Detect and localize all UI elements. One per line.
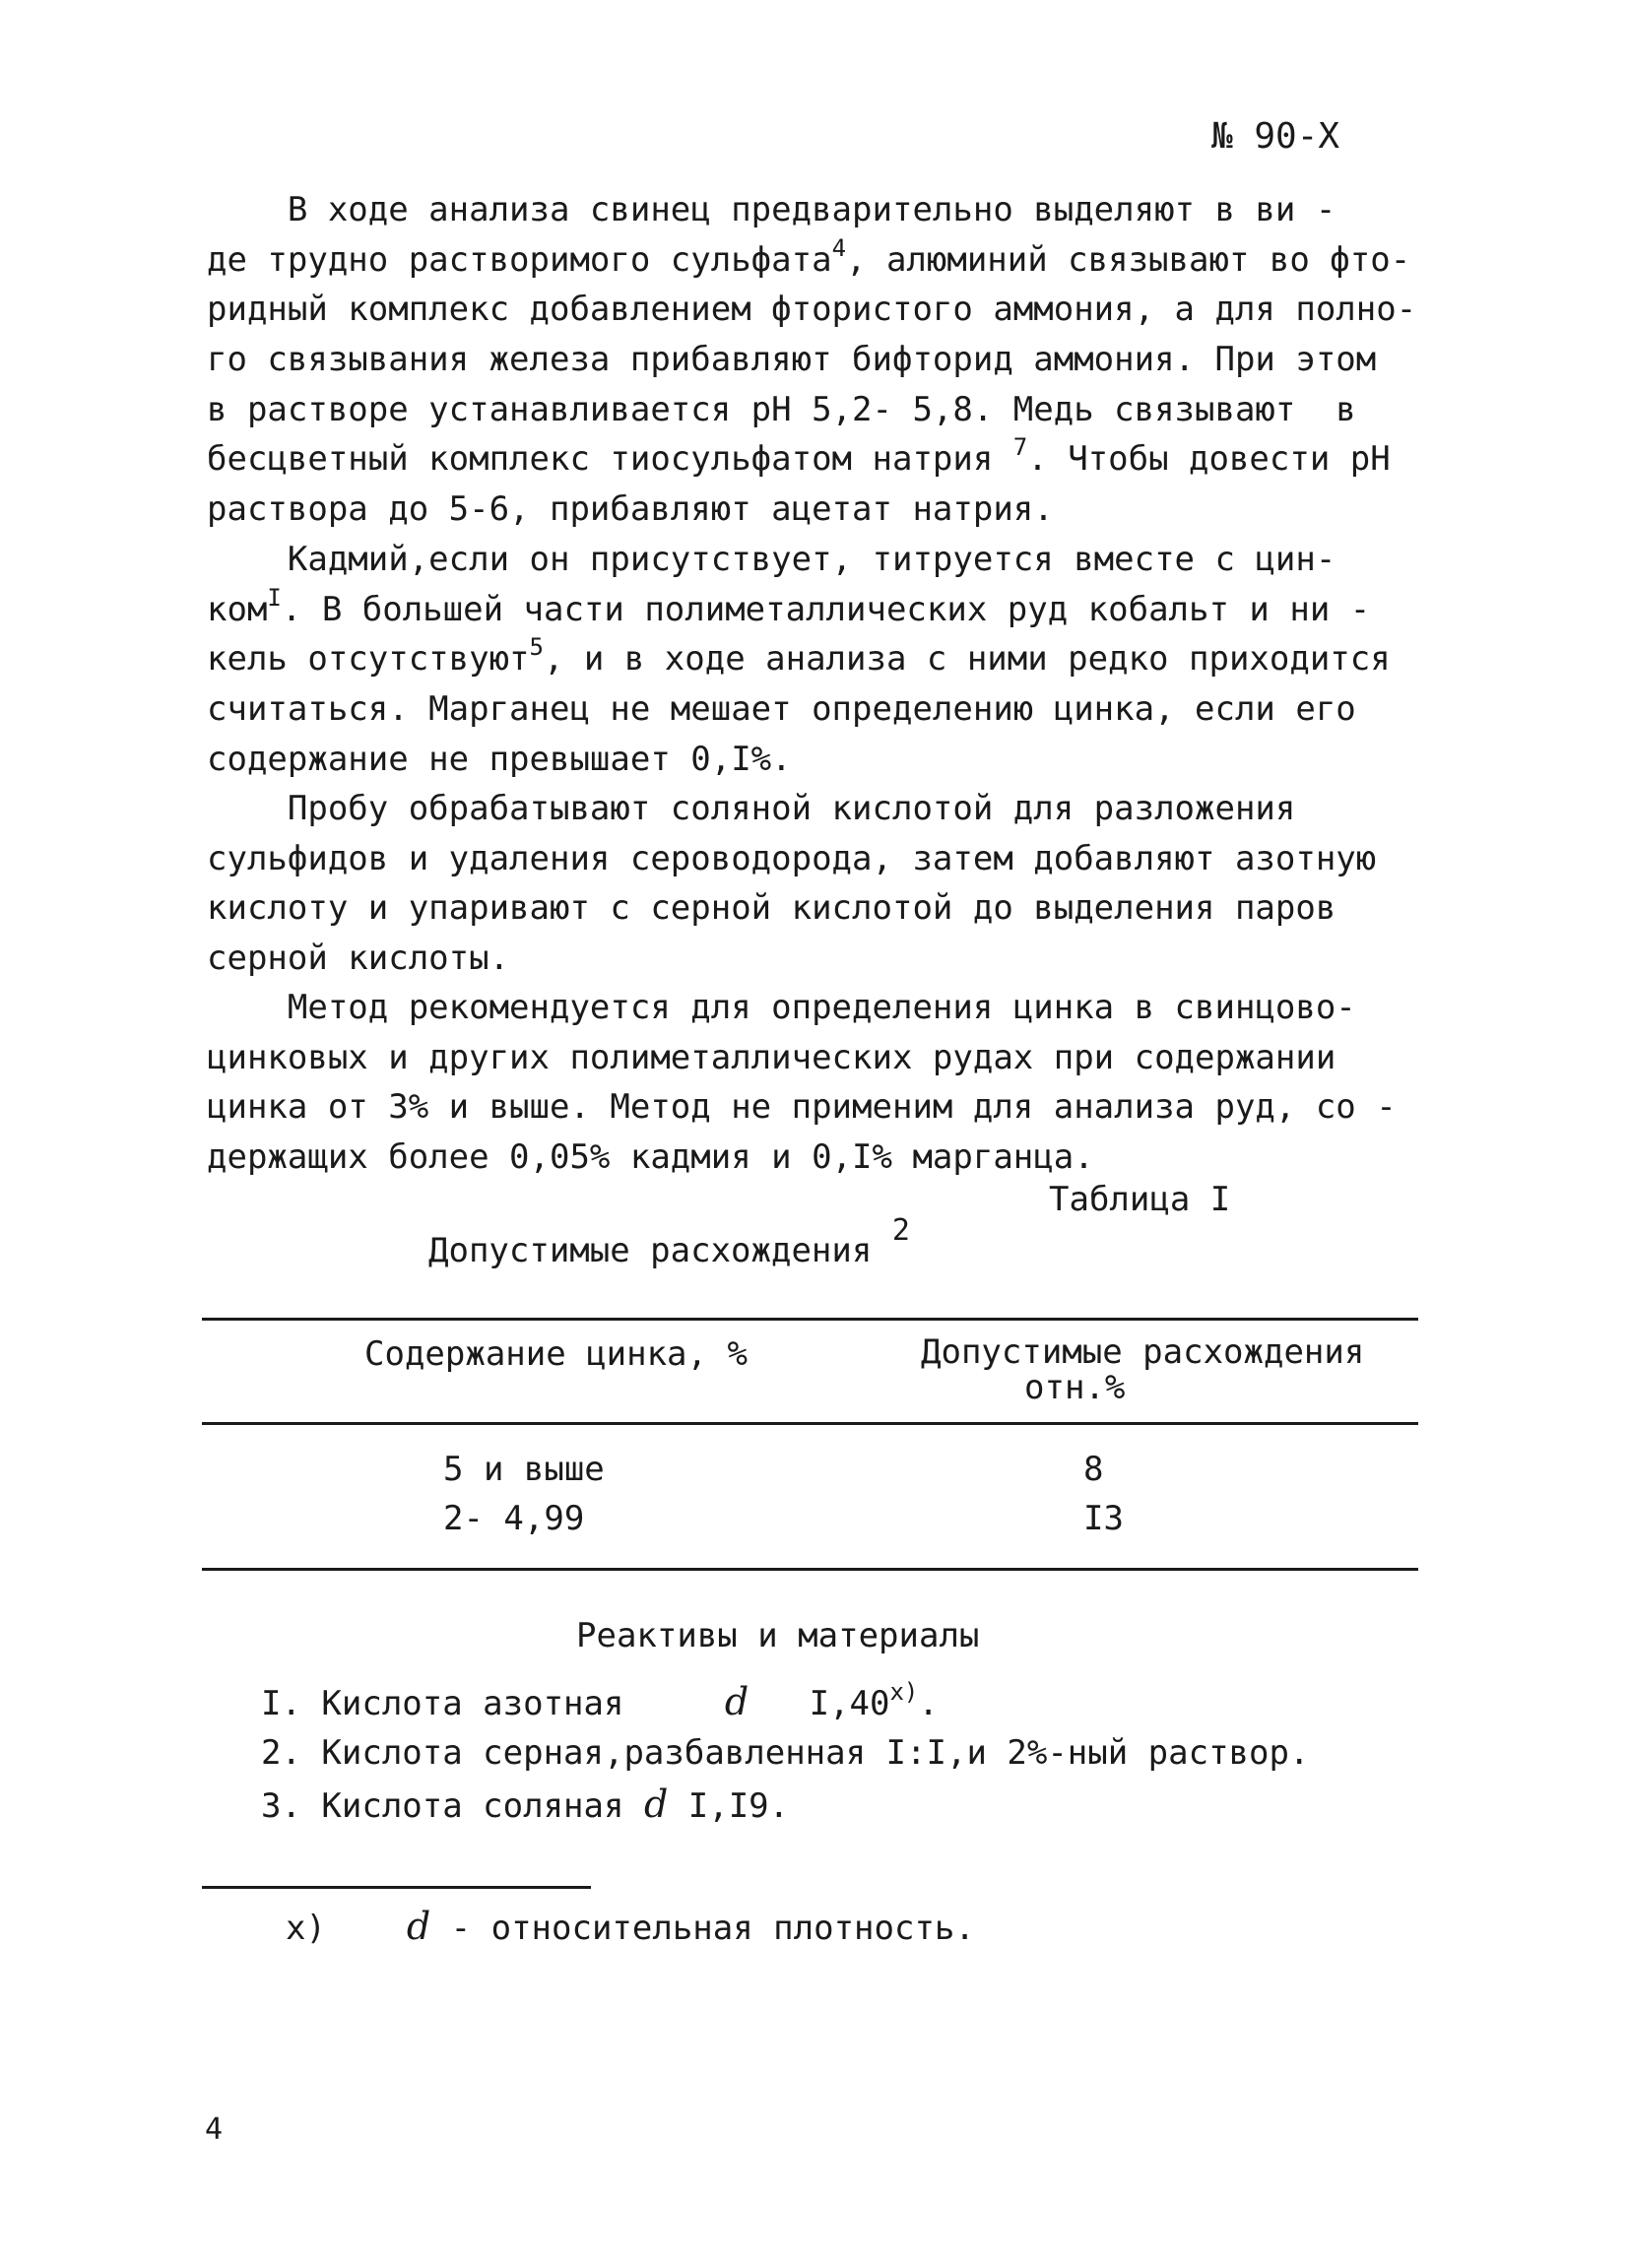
text-line: бесцветный комплекс тиосульфатом натрия $^7$. Чтобы довести рН [207, 433, 1391, 480]
text-line: го связывания железа прибавляют бифторид аммония. При этом [207, 340, 1377, 380]
document-number: № 90-X [1211, 116, 1340, 157]
text-line: цинка от 3% и выше. Метод не применим для анализа руд, со - [207, 1087, 1397, 1128]
paragraph-3 [207, 784, 1418, 984]
reagents-list [261, 1676, 1394, 1830]
text-line: Пробу обрабатывают соляной кислотой для разложения [207, 789, 1296, 828]
table-cell-content: 2- 4,99 [443, 1499, 585, 1538]
table-title: Допустимые расхождения $^2$ [428, 1213, 910, 1270]
text-line: в растворе устанавливается рН 5,2- 5,8. Медь связывают в [207, 389, 1356, 429]
text-line: кислоту и упаривают с серной кислотой до выделения паров [207, 888, 1336, 929]
list-item: I. Кислота азотная d I,40$^{x)}$. [261, 1678, 939, 1723]
reference-superscript: 4 [831, 233, 847, 262]
paragraph-1 [207, 185, 1418, 535]
text-line: кель отсутствуют$^5$, и в ходе анализа с ними редко приходится [207, 633, 1391, 680]
text-line: сульфидов и удаления сероводорода, затем добавляют азотную [207, 838, 1377, 878]
table-cell-tolerance: I3 [1083, 1499, 1124, 1538]
text-line: ридный комплекс добавлением фтористого аммония, а для полно- [207, 290, 1417, 330]
reference-superscript: 2 [891, 1213, 910, 1248]
paragraph-2 [207, 535, 1418, 784]
reference-superscript: 5 [529, 633, 544, 662]
table-cell-tolerance: 8 [1083, 1450, 1104, 1489]
text-line: ком$^I$. В большей части полиметаллических руд кобальт и ни - [207, 583, 1371, 629]
text-line: де трудно растворимого сульфата$^4$, алюминий связывают во фто- [207, 233, 1411, 280]
table-top-rule [202, 1318, 1418, 1321]
text-line: содержание не превышает 0,I%. [207, 739, 792, 779]
text-line: считаться. Марганец не мешает определению цинка, если его [207, 689, 1356, 730]
footnote: x) d - относительная плотность. [286, 1905, 975, 1948]
reference-superscript: I [267, 583, 282, 612]
table-bottom-rule [202, 1568, 1418, 1571]
list-item: 3. Кислота соляная d I,I9. [261, 1782, 790, 1826]
table-header-content: Содержание цинка, % [364, 1334, 748, 1374]
table-cell-content: 5 и выше [443, 1450, 605, 1489]
list-item: 2. Кислота серная,разбавленная I:I,и 2%-ный раствор. [261, 1733, 1310, 1773]
table-caption: Таблица I [1049, 1180, 1231, 1219]
text-line: Кадмий,если он присутствует, титруется вместе с цин- [207, 540, 1336, 579]
text-line: Метод рекомендуется для определения цинка в свинцово- [207, 988, 1356, 1027]
reference-superscript: 7 [1012, 433, 1028, 462]
table-header-tolerance: Допустимые расхождения отн.% [921, 1332, 1365, 1407]
text-line: раствора до 5-6, прибавляют ацетат натрия. [207, 489, 1054, 530]
table-header-rule [202, 1422, 1418, 1425]
text-line: В ходе анализа свинец предварительно выделяют в ви - [207, 190, 1336, 229]
paragraph-4 [207, 983, 1418, 1183]
footnote-rule [202, 1886, 591, 1889]
text-line: серной кислоты. [207, 939, 510, 979]
text-line: цинковых и других полиметаллических рудах при содержании [207, 1037, 1336, 1077]
section-title: Реактивы и материалы [576, 1616, 980, 1655]
text-line: держащих более 0,05% кадмия и 0,I% марганца. [207, 1137, 1094, 1178]
page-number: 4 [205, 2112, 224, 2147]
